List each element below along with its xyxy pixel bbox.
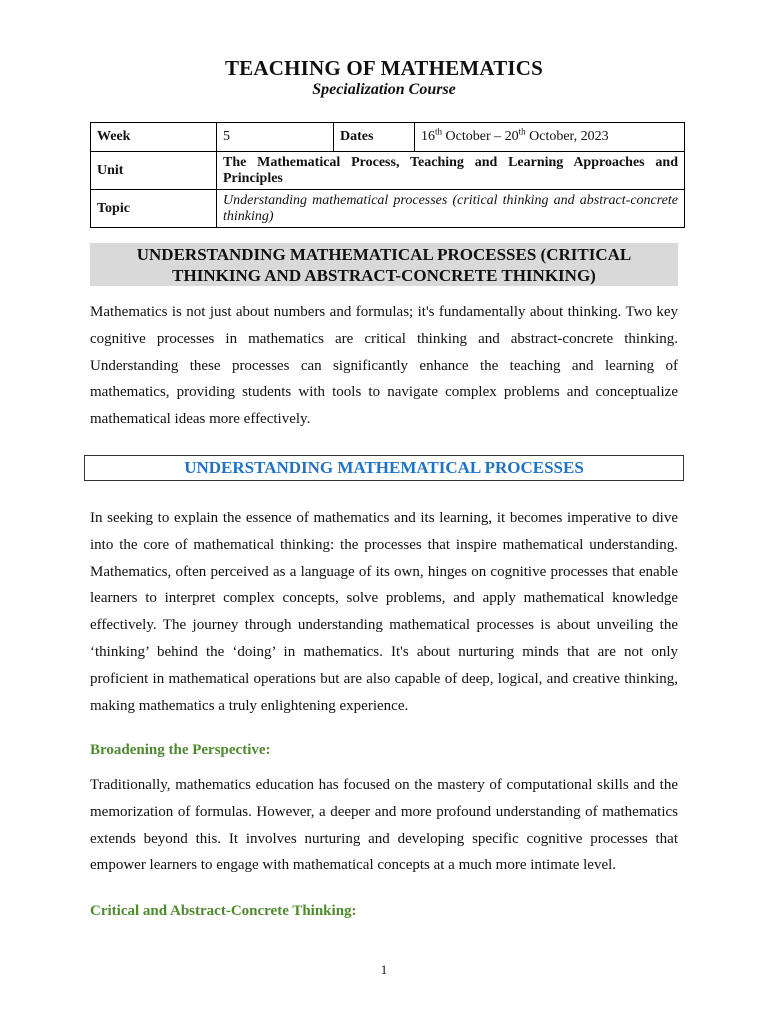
subsection-banner: UNDERSTANDING MATHEMATICAL PROCESSES	[84, 455, 684, 481]
unit-label: Unit	[91, 152, 217, 190]
section-banner-line1: UNDERSTANDING MATHEMATICAL PROCESSES (CRITICAL	[136, 245, 632, 264]
table-row	[91, 152, 685, 190]
heading-broadening: Broadening the Perspective:	[90, 742, 271, 758]
dates-label: Dates	[334, 123, 415, 152]
week-label: Week	[91, 123, 217, 152]
dates-value	[415, 123, 685, 152]
week-value: 5	[217, 123, 334, 152]
document-subtitle: Specialization Course	[312, 81, 456, 98]
dates-start-rest: October –	[442, 129, 505, 144]
course-info-table	[90, 122, 685, 228]
document-title: TEACHING OF MATHEMATICS	[224, 56, 544, 80]
essence-paragraph: In seeking to explain the essence of mathematics and its learning, it becomes imperative to dive into the core of mathematical thinking: the processes that inspire mathematical understanding. Mathematics, often perceived as a language of its own, hinges on cognitive processes that enable learners to interpret complex concepts, solve problems, and apply mathematical knowledge effectively. The journey through understanding mathematical processes is about unveiling the ‘thinking’ behind the ‘doing’ in mathematics. It's about nurturing minds that are not only proficient in mathematical operations but are also capable of deep, logical, and creative thinking, making mathematics a truly enlightening experience.	[90, 510, 678, 714]
dates-end-day: 20	[504, 129, 519, 144]
dates-start-sup: th	[435, 126, 443, 137]
dates-end-rest: October, 2023	[525, 129, 609, 144]
unit-value: The Mathematical Process, Teaching and Learning Approaches and Principles	[217, 152, 685, 190]
page-number: 1	[380, 962, 388, 977]
section-banner	[90, 243, 678, 286]
broadening-paragraph: Traditionally, mathematics education has focused on the mastery of computational skills and the memorization of formulas. However, a deeper and more profound understanding of mathematics extends beyond this. It involves nurturing and developing specific cognitive processes that empower learners to engage with mathematical concepts at a much more intimate level.	[90, 777, 678, 874]
intro-paragraph: Mathematics is not just about numbers and formulas; it's fundamentally about thinking. Two key cognitive processes in mathematics are critical thinking and abstract-concrete thinking. Understanding these processes can significantly enhance the teaching and learning of mathematics, providing students with tools to navigate complex problems and conceptualize mathematical ideas more effectively.	[90, 304, 678, 428]
table-row	[91, 190, 685, 228]
topic-value: Understanding mathematical processes (critical thinking and abstract-concrete thinking)	[217, 190, 685, 228]
dates-end-sup: th	[518, 126, 526, 137]
table-row	[91, 123, 685, 152]
topic-label: Topic	[91, 190, 217, 228]
dates-start-day: 16	[421, 129, 435, 144]
section-banner-line2: THINKING AND ABSTRACT-CONCRETE THINKING)	[172, 266, 596, 285]
heading-critical-abstract: Critical and Abstract-Concrete Thinking:	[90, 903, 357, 919]
